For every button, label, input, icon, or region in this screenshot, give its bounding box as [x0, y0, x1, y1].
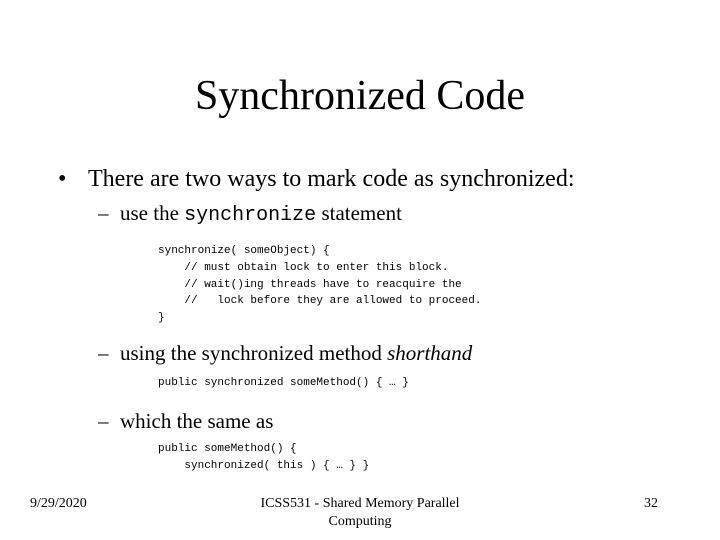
sub-item-text: using the synchronized method: [120, 341, 388, 365]
code-block-method: [158, 375, 409, 392]
sub-item-code-word: synchronize: [184, 204, 317, 227]
code-block-synchronize: [158, 243, 481, 327]
sub-item-synchronize-statement: [98, 200, 402, 229]
sub-item-dash: –: [98, 201, 109, 225]
sub-item-dash: –: [98, 341, 109, 365]
code-line: }: [158, 312, 165, 325]
code-line: public someMethod() {: [158, 443, 297, 455]
bullet-marker: •: [58, 166, 67, 192]
footer-course-line2: Computing: [328, 514, 392, 529]
footer-course: [245, 495, 475, 531]
page-number: 32: [644, 496, 658, 511]
sub-item-same-as: [98, 408, 273, 434]
footer-course-line1: ICSS531 - Shared Memory Parallel: [260, 496, 460, 511]
code-line: public synchronized someMethod() { … }: [158, 377, 409, 389]
code-line: // must obtain lock to enter this block.: [158, 261, 449, 274]
code-block-equivalent: [158, 441, 369, 475]
code-line: synchronize( someObject) {: [158, 245, 330, 257]
sub-item-emphasis: shorthand: [387, 341, 473, 365]
sub-item-method-shorthand: [98, 340, 472, 366]
bullet-text: There are two ways to mark code as synchronized:: [88, 166, 575, 192]
sub-item-text-before: use the: [120, 201, 185, 225]
footer-date: 9/29/2020: [30, 496, 87, 511]
code-line: // wait()ing threads have to reacquire the: [158, 278, 462, 291]
code-line: // lock before they are allowed to proceed.: [158, 295, 482, 308]
sub-item-dash: –: [98, 409, 109, 433]
sub-item-text: which the same as: [120, 409, 274, 433]
slide-title: Synchronized Code: [194, 73, 526, 119]
code-line: synchronized( this ) { … } }: [158, 459, 370, 472]
sub-item-text-after: statement: [316, 201, 402, 225]
